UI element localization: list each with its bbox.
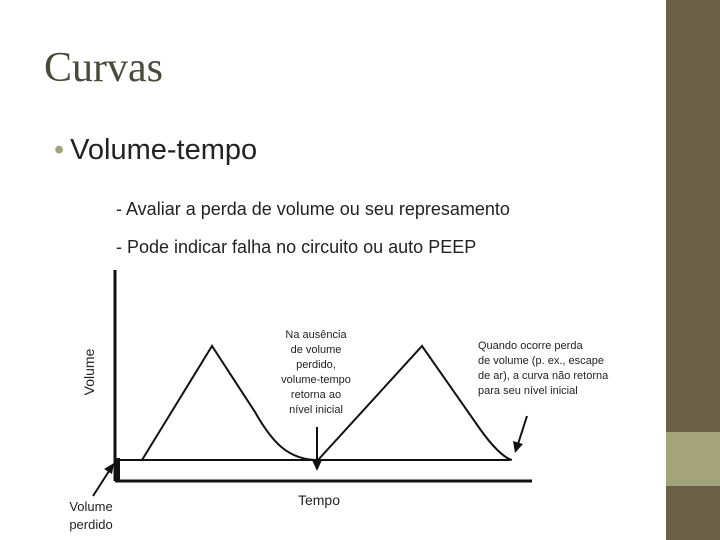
sidebar-light-band xyxy=(666,432,720,486)
volume-lost-label-line-1: Volume xyxy=(69,499,113,514)
sidebar-dark-band xyxy=(666,0,720,432)
slide-title: Curvas xyxy=(44,45,163,91)
x-axis-label: Tempo xyxy=(297,492,341,508)
annotation-right-line-2: de volume (p. ex., escape xyxy=(478,355,604,367)
annotation-center-line-4: volume-tempo xyxy=(281,374,351,386)
annotation-center-line-2: de volume xyxy=(290,344,342,356)
annotation-center-arrow-head xyxy=(312,460,322,471)
annotation-right-line-3: de ar), a curva não retorna xyxy=(478,370,609,382)
volume-lost-label-line-2: perdido xyxy=(69,517,113,532)
annotation-center-line-3: perdido, xyxy=(296,359,336,371)
annotation-center-line-6: nível inicial xyxy=(289,404,343,416)
y-axis-label: Volume xyxy=(81,348,97,396)
first-breath-curve xyxy=(142,346,318,460)
annotation-center-line-1: Na ausência xyxy=(285,329,347,341)
annotation-right-line-4: para seu nível inicial xyxy=(478,385,578,397)
volume-lost-arrow xyxy=(93,468,111,496)
sidebar-bottom-band xyxy=(666,486,720,540)
volume-time-figure xyxy=(60,264,627,540)
bullet-item xyxy=(54,134,257,167)
annotation-right-line-1: Quando ocorre perda xyxy=(478,340,583,352)
sub-bullet-volume-loss: - Avaliar a perda de volume ou seu represamento xyxy=(116,199,510,219)
volume-lost-band xyxy=(116,458,120,480)
bullet-text: Volume-tempo xyxy=(70,134,258,166)
sub-bullet-circuit-failure: - Pode indicar falha no circuito ou auto PEEP xyxy=(116,237,477,257)
volume-time-diagram xyxy=(60,264,627,540)
annotation-center-line-5: retorna ao xyxy=(290,389,342,401)
annotation-right-arrow-head xyxy=(513,441,523,453)
annotation-right-arrow xyxy=(518,416,527,444)
bullet-dot-icon: • xyxy=(54,134,65,166)
